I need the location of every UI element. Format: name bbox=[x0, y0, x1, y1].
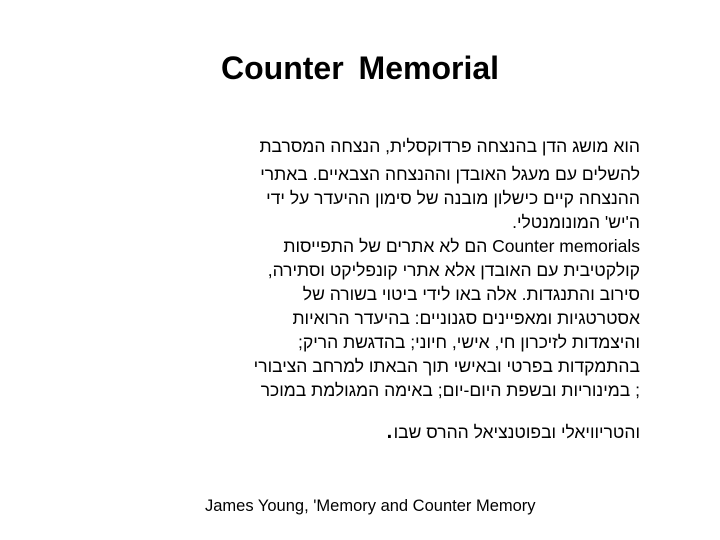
body-line: קולקטיבית עם האובדן אלא אתרי קונפליקט וסתירה, bbox=[267, 260, 640, 280]
body-text bbox=[180, 134, 640, 444]
body-line: סירוב והתנגדות. אלה באו לידי ביטוי בשורה של bbox=[302, 284, 640, 304]
body-line: ; במינוריות ובשפת היום-יום; באימה המגולמת במוכר bbox=[260, 380, 640, 400]
body-line: Counter memorials הם לא אתרים של התפייסות bbox=[283, 236, 640, 256]
body-line: ההנצחה קיים כישלון מובנה של סימון ההיעדר על ידי bbox=[266, 188, 640, 208]
body-last-line-text: והטריוויאלי ובפוטנציאל ההרס שבו bbox=[393, 422, 640, 442]
body-line: בהתמקדות בפרטי ובאישי תוך הבאתו למרחב הציבורי bbox=[253, 356, 640, 376]
body-last-line bbox=[180, 412, 640, 445]
body-last-line-period: . bbox=[385, 412, 394, 445]
body-line: אסטרטגיות ומאפיינים סגנוניים: בהיעדר הרואיות bbox=[292, 308, 640, 328]
body-line: ה'יש' המונומנטלי. bbox=[512, 212, 640, 232]
slide-title: Counter Memorial bbox=[220, 50, 500, 86]
body-line: והיצמדות לזיכרון חי, אישי, חיוני; בהדגשת הריק; bbox=[298, 332, 640, 352]
body-line: להשלים עם מעגל האובדן וההנצחה הצבאיים. באתרי bbox=[260, 164, 640, 184]
body-line: הוא מושג הדן בהנצחה פרדוקסלית, הנצחה המסרבת bbox=[259, 136, 640, 156]
citation: James Young, 'Memory and Counter Memory bbox=[205, 497, 536, 515]
